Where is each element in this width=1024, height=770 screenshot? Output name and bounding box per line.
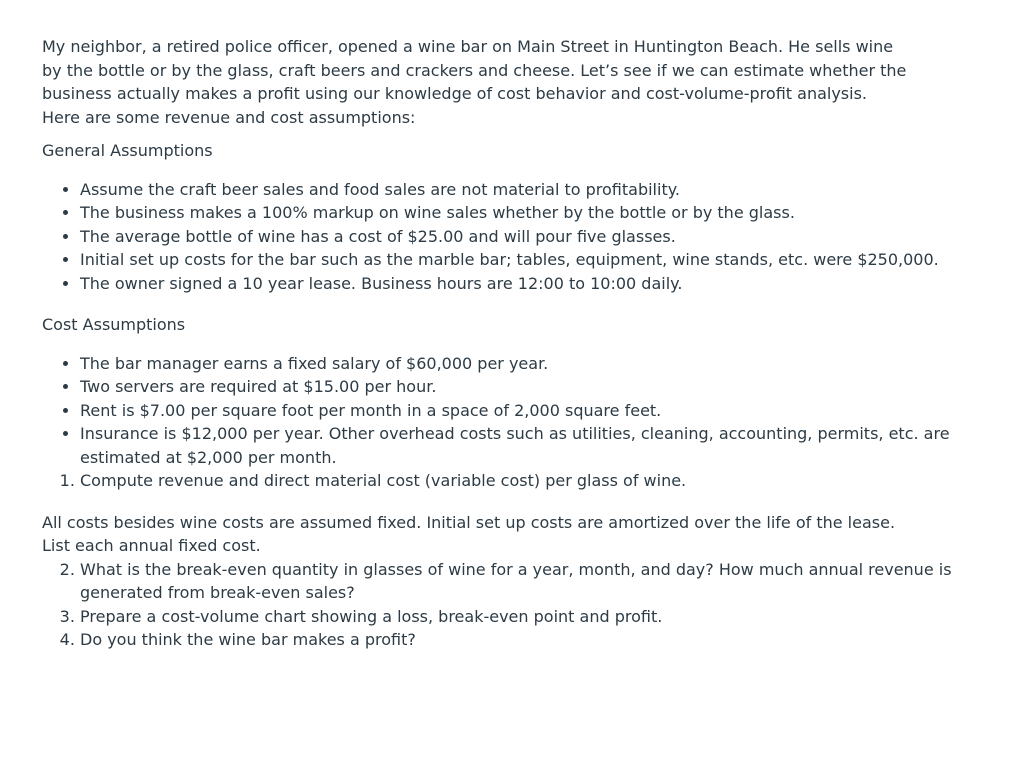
- general-assumption-item: • Initial set up costs for the bar such as the marble bar; tables, equipment, wine stands, etc. were $250,000.: [80, 248, 982, 272]
- intro-line-1: My neighbor, a retired police officer, opened a wine bar on Main Street in Huntington Beach. He sells wine: [42, 37, 894, 56]
- question-list-3: [42, 605, 982, 629]
- general-assumption-item: • The business makes a 100% markup on wine sales whether by the bottle or by the glass.: [80, 201, 982, 225]
- intro-paragraph: [42, 35, 982, 129]
- cost-assumptions-heading: Cost Assumptions: [42, 315, 186, 334]
- fixed-cost-note-line-1: All costs besides wine costs are assumed fixed. Initial set up costs are amortized over the life of the lease.: [42, 512, 896, 532]
- question-4: 4. Do you think the wine bar makes a profit?: [80, 628, 982, 652]
- fixed-cost-note: [42, 511, 982, 558]
- cost-assumption-item: • Two servers are required at $15.00 per hour.: [80, 375, 982, 399]
- general-assumption-item: • Assume the craft beer sales and food sales are not material to profitability.: [80, 178, 982, 202]
- question-list-1: [42, 469, 982, 493]
- fixed-cost-note-line-2: List each annual fixed cost.: [42, 536, 261, 555]
- cost-assumption-item: • Insurance is $12,000 per year. Other overhead costs such as utilities, cleaning, accounting, permits, etc. are estimated at $2,000 per month.: [80, 422, 982, 469]
- cost-assumption-item: • The bar manager earns a fixed salary of $60,000 per year.: [80, 352, 982, 376]
- question-2: 2. What is the break-even quantity in glasses of wine for a year, month, and day? How much annual revenue is generated from break-even sales?: [80, 558, 982, 605]
- general-assumption-item: • The owner signed a 10 year lease. Business hours are 12:00 to 10:00 daily.: [80, 272, 982, 296]
- intro-line-3: business actually makes a profit using our knowledge of cost behavior and cost-volume-profit analysis.: [42, 84, 867, 103]
- question-3: 3. Prepare a cost-volume chart showing a loss, break-even point and profit.: [80, 605, 982, 629]
- general-assumption-item: • The average bottle of wine has a cost of $25.00 and will pour five glasses.: [80, 225, 982, 249]
- intro-line-2: by the bottle or by the glass, craft beers and crackers and cheese. Let’s see if we can estimate whether the: [42, 60, 907, 80]
- general-assumptions-heading: General Assumptions: [42, 141, 213, 160]
- question-list-4: [42, 628, 982, 652]
- general-assumptions-list: [42, 178, 982, 296]
- question-list-2: [42, 558, 982, 605]
- intro-line-4: Here are some revenue and cost assumptions:: [42, 107, 416, 127]
- question-1: 1. Compute revenue and direct material cost (variable cost) per glass of wine.: [80, 469, 982, 493]
- cost-assumption-item: • Rent is $7.00 per square foot per month in a space of 2,000 square feet.: [80, 399, 982, 423]
- cost-assumptions-list: [42, 352, 982, 470]
